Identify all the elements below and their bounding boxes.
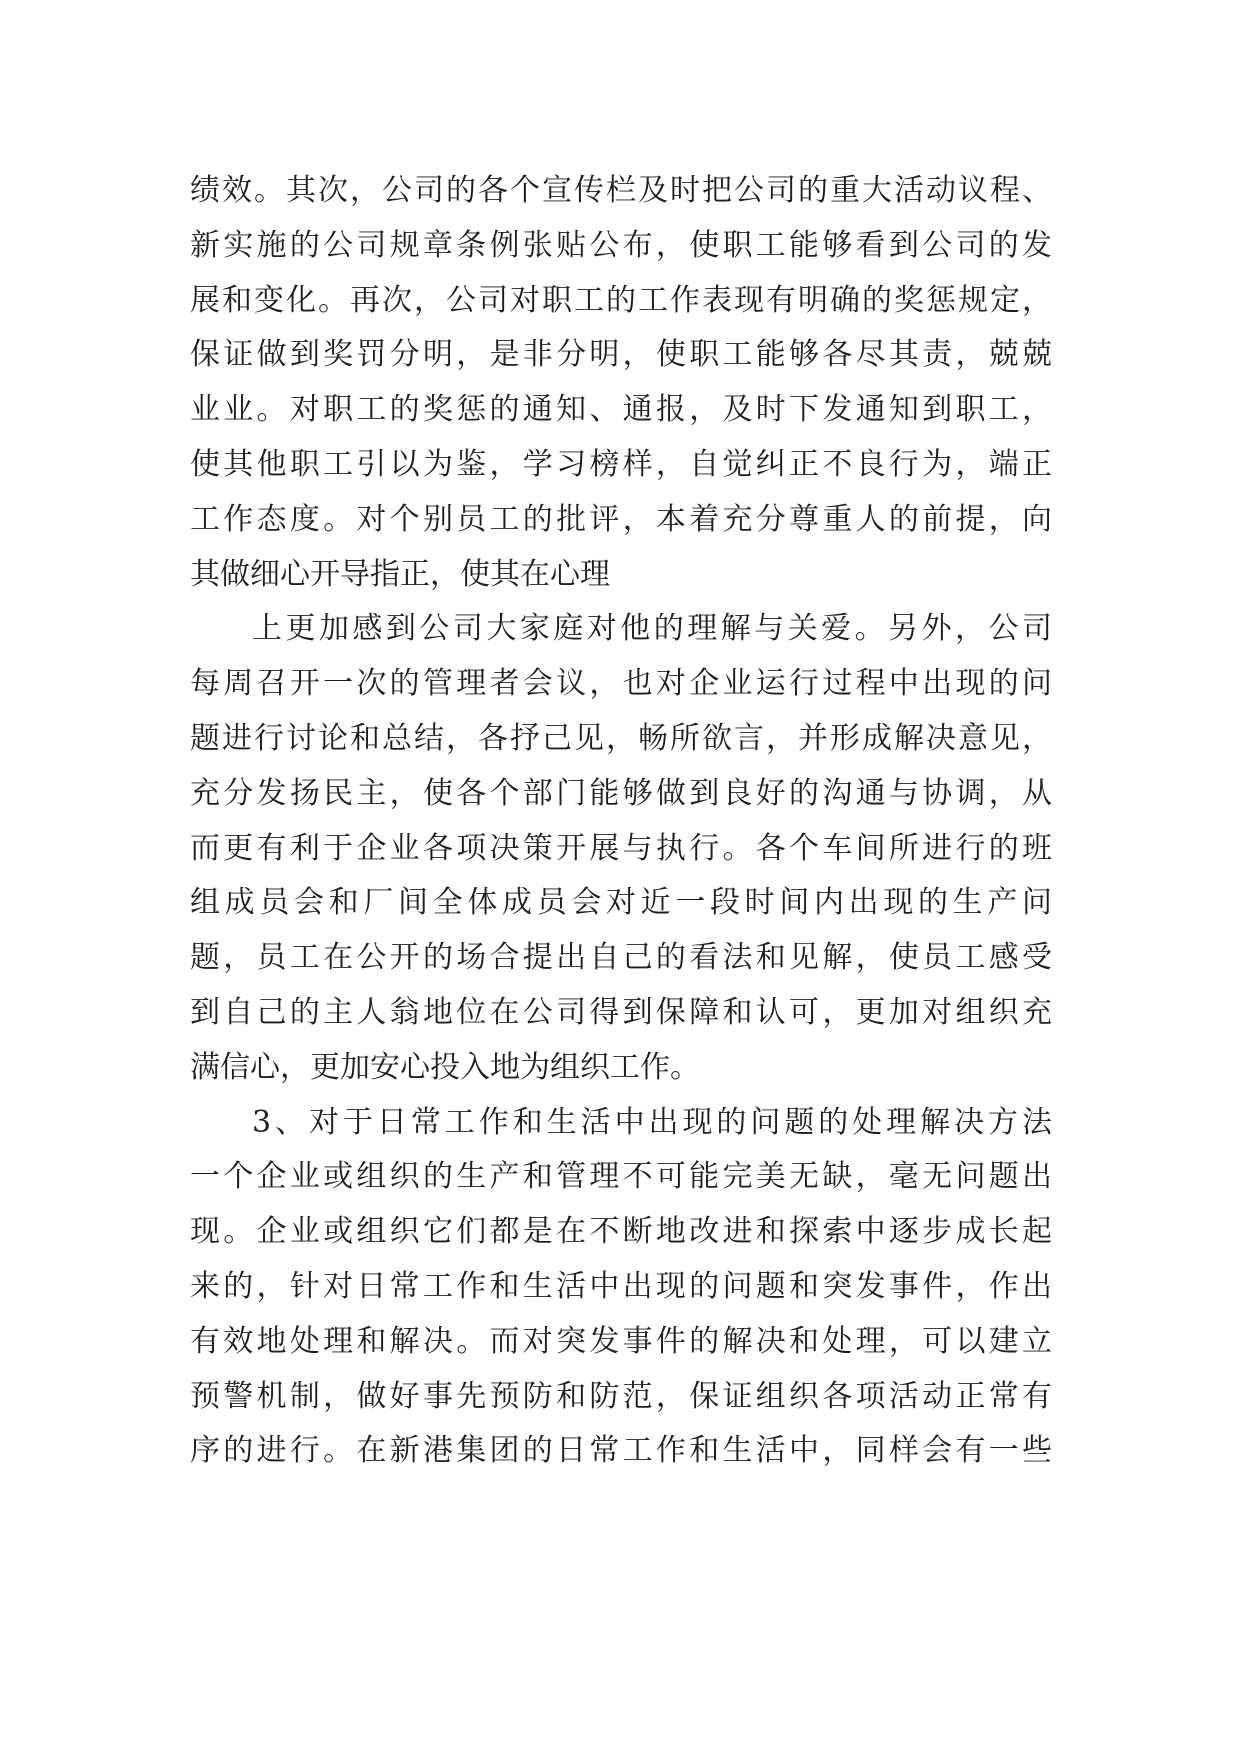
text-line: 使其他职工引以为鉴，学习榜样，自觉纠正不良行为，端正 [190, 446, 1052, 482]
text-line: 来的，针对日常工作和生活中出现的问题和突发事件，作出 [190, 1268, 1052, 1304]
document-body [190, 164, 1052, 1479]
text-line: 预警机制，做好事先预防和防范，保证组织各项活动正常有 [190, 1378, 1052, 1414]
text-line: 序的进行。在新港集团的日常工作和生活中，同样会有一些 [190, 1433, 1052, 1469]
text-line: 绩效。其次，公司的各个宣传栏及时把公司的重大活动议程、 [190, 173, 1052, 208]
text-line: 题进行讨论和总结，各抒己见，畅所欲言，并形成解决意见， [190, 720, 1052, 756]
text-line: 充分发扬民主，使各个部门能够做到良好的沟通与协调，从 [190, 775, 1052, 811]
text-line: 上更加感到公司大家庭对他的理解与关爱。另外，公司 [252, 611, 1052, 647]
text-line: 一个企业或组织的生产和管理不可能完美无缺，毫无问题出 [190, 1159, 1052, 1195]
text-line: 而更有利于企业各项决策开展与执行。各个车间所进行的班 [190, 830, 1052, 866]
text-line: 其做细心开导指正，使其在心理 [190, 556, 610, 592]
text-line: 有效地处理和解决。而对突发事件的解决和处理，可以建立 [190, 1323, 1052, 1359]
text-line: 满信心，更加安心投入地为组织工作。 [190, 1049, 700, 1085]
text-line: 到自己的主人翁地位在公司得到保障和认可，更加对组织充 [190, 994, 1052, 1030]
text-line: 3、对于日常工作和生活中出现的问题的处理解决方法 [252, 1104, 1052, 1140]
text-line: 组成员会和厂间全体成员会对近一段时间内出现的生产问 [190, 885, 1052, 921]
text-line: 每周召开一次的管理者会议，也对企业运行过程中出现的问 [190, 666, 1052, 702]
text-line: 题，员工在公开的场合提出自己的看法和见解，使员工感受 [190, 940, 1052, 976]
text-line: 展和变化。再次，公司对职工的工作表现有明确的奖惩规定， [190, 282, 1052, 318]
text-line: 业业。对职工的奖惩的通知、通报，及时下发通知到职工， [190, 392, 1052, 428]
text-line: 工作态度。对个别员工的批评，本着充分尊重人的前提，向 [190, 501, 1052, 537]
text-line: 现。企业或组织它们都是在不断地改进和探索中逐步成长起 [190, 1214, 1052, 1250]
text-line: 新实施的公司规章条例张贴公布，使职工能够看到公司的发 [190, 227, 1052, 263]
text-line: 保证做到奖罚分明，是非分明，使职工能够各尽其责，兢兢 [190, 337, 1052, 373]
